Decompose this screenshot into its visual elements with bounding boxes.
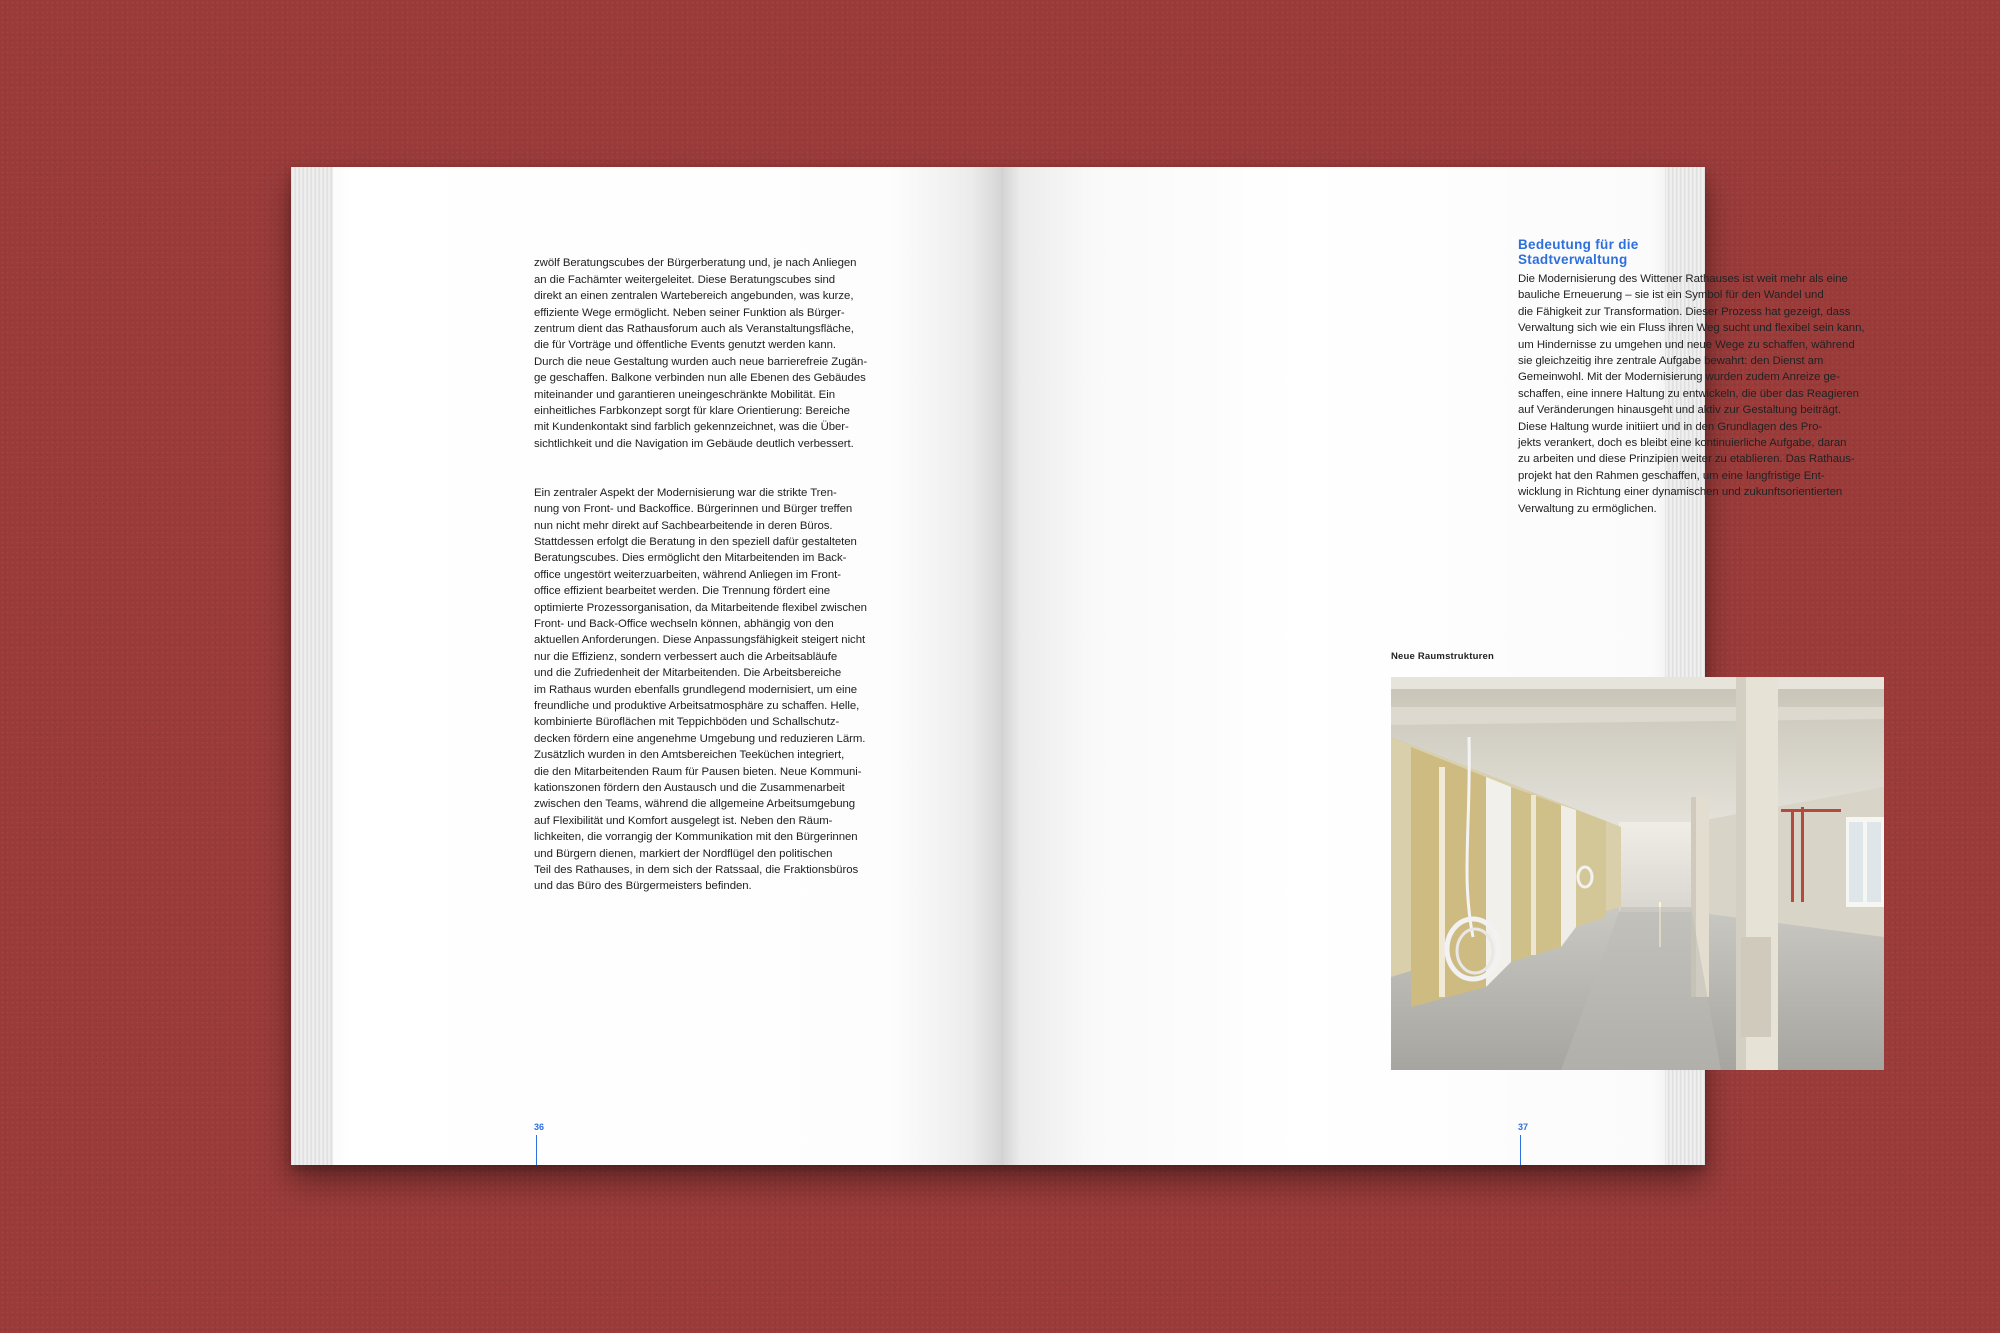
page-number-left: 36 — [534, 1122, 545, 1132]
section-heading: Bedeutung für die Stadtverwaltung — [1518, 237, 1639, 267]
left-page — [291, 167, 1001, 1165]
photo-caption: Neue Raumstrukturen — [1391, 651, 1495, 662]
right-paragraph: Die Modernisierung des Wittener Rathauses ist weit mehr als eine bauliche Erneuerung – sie ist ein Symbol für den Wandel und die Fähigkeit zur Transformation. Dieser Prozess hat gezeigt, dass Verwaltung sich wie ein Fluss ihren Weg sucht und flexibel sein kann, um Hindernisse zu umgehen und neue Wege zu schaffen, während sie gleichzeitig ihre zentrale Aufgabe bewahrt: den Dienst am Gemeinwohl. Mit der Modernisierung wurden zudem Anreize ge- schaffen, eine innere Haltung zu entwickeln, die über das Reagieren auf Veränderungen hinausgeht und aktiv zur Gestaltung beiträgt. Diese Haltung wurde initiiert und in den Grundlagen des Pro- jekts verankert, doch es bleibt eine kontinuierliche Aufgabe, daran zu arbeiten und diese Prinzipien weiter zu etablieren. Das Rathaus- projekt hat den Rahmen geschaffen, um eine langfristige Ent- wicklung in Richtung einer dynamischen und zukunftsorientierten Verwaltung zu ermöglichen. — [1518, 273, 1865, 515]
construction-interior-photo — [1391, 677, 1884, 1070]
page-edges-left — [291, 167, 333, 1165]
left-text-column — [534, 239, 914, 911]
page-marker-line-left — [536, 1135, 537, 1165]
photo-illustration — [1391, 677, 1884, 1070]
left-paragraph-2: Ein zentraler Aspekt der Modernisierung war die strikte Tren- nung von Front- und Backoffice. Bürgerinnen und Bürger treffen nun nicht mehr direkt auf Sachbearbeitende in deren Büros. Stattdessen erfolgt die Beratung in den speziell dafür gestalteten Beratungscubes. Dies ermöglicht den Mitarbeitenden im Back- office ungestört weiterzuarbeiten, während Anliegen im Front- office effizient bearbeitet werden. Die Trennung fördert eine optimierte Prozessorganisation, da Mitarbeitende flexibel zwischen Front- und Back-Office wechseln können, abhängig von den aktuellen Anforderungen. Diese Anpassungsfähigkeit steigert nicht nur die Effizienz, sondern verbessert auch die Arbeitsabläufe und die Zufriedenheit der Mitarbeitenden. Die Arbeitsbereiche im Rathaus wurden ebenfalls grundlegend modernisiert, um eine freundliche und produktive Arbeitsatmosphäre zu schaffen. Helle, kombinierte Büroflächen mit Teppichböden und Schallschutz- decken fördern eine angenehme Umgebung und reduzieren Lärm. Zusätzlich wurden in den Amtsbereichen Teeküchen integriert, die den Mitarbeitenden Raum für Pausen bieten. Neue Kommuni- kationszonen fördern den Austausch und die Zusammenarbeit zwischen den Teams, während die allgemeine Arbeitsumgebung auf Flexibilität und Komfort ausgelegt ist. Neben den Räum- lichkeiten, die vorrangig der Kommunikation mit den Bürgerinnen und Bürgern dienen, markiert der Nordflügel den politischen Teil des Rathauses, in dem sich der Ratssaal, die Fraktionsbüros und das Büro des Bürgermeisters befinden. — [534, 486, 867, 893]
right-page — [1001, 167, 1865, 1165]
page-number-right: 37 — [1518, 1122, 1529, 1132]
page-marker-line-right — [1520, 1135, 1521, 1165]
left-paragraph-1: zwölf Beratungscubes der Bürgerberatung und, je nach Anliegen an die Fachämter weitergeleitet. Diese Beratungscubes sind direkt an einen zentralen Wartebereich angebunden, was kurze, effiziente Wege ermöglicht. Neben seiner Funktion als Bürger- zentrum dient das Rathausforum auch als Veranstaltungsfläche, die für Vorträge und öffentliche Events genutzt werden kann. Durch die neue Gestaltung wurden auch neue barrierefreie Zugän- ge geschaffen. Balkone verbinden nun alle Ebenen des Gebäudes miteinander und garantieren uneingeschränkte Mobilität. Ein einheitliches Farbkonzept sorgt für klare Orientierung: Bereiche mit Kundenkontakt sind farblich gekennzeichnet, was die Über- sichtlichkeit und die Navigation im Gebäude deutlich verbessert. — [534, 257, 868, 450]
open-book — [291, 167, 1865, 1165]
